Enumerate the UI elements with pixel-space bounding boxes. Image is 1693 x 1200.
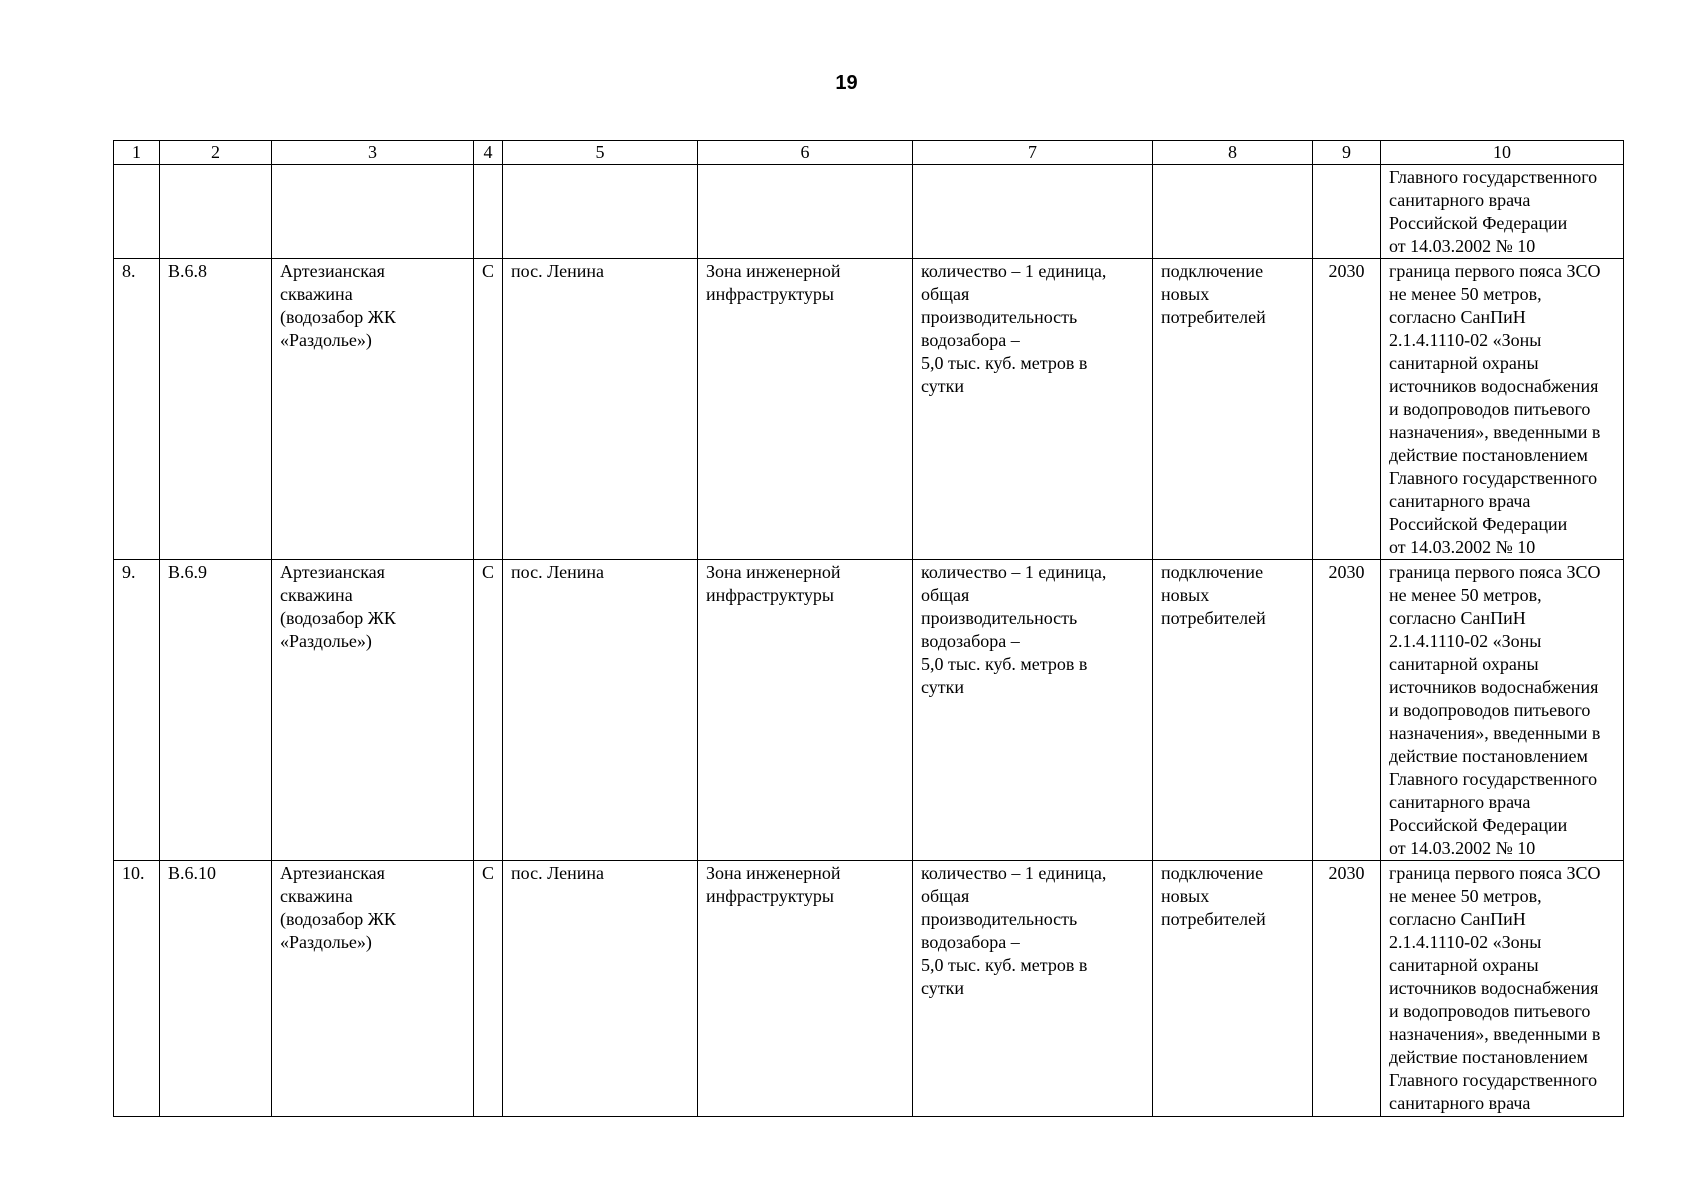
text-line: санитарного врача <box>1389 190 1531 210</box>
text-line: количество – 1 единица, <box>921 261 1107 281</box>
text-line: Российской Федерации <box>1389 815 1568 835</box>
text-line: инфраструктуры <box>706 585 834 605</box>
text-line: 5,0 тыс. куб. метров в <box>921 654 1088 674</box>
text-line: водозабора – <box>921 631 1020 651</box>
header-cell: 2 <box>160 141 272 165</box>
text-line: санитарного врача <box>1389 491 1531 511</box>
empty-cell <box>272 165 474 259</box>
empty-cell <box>503 165 698 259</box>
text-line: производительность <box>921 608 1078 628</box>
empty-cell <box>913 165 1153 259</box>
empty-cell <box>474 165 503 259</box>
text-line: санитарной охраны <box>1389 353 1539 373</box>
text-line: 2.1.4.1110-02 «Зоны <box>1389 932 1542 952</box>
text-line: назначения», введенными в <box>1389 1024 1601 1044</box>
text-line: 2.1.4.1110-02 «Зоны <box>1389 631 1542 651</box>
text-line: подключение <box>1161 863 1264 883</box>
text-line: (водозабор ЖК <box>280 909 396 929</box>
text-line: не менее 50 метров, <box>1389 284 1542 304</box>
text-line: потребителей <box>1161 608 1266 628</box>
text-line: количество – 1 единица, <box>921 863 1107 883</box>
text-line: Зона инженерной <box>706 863 841 883</box>
text-line: новых <box>1161 284 1210 304</box>
restrictions-cell <box>1381 861 1624 1117</box>
text-line: производительность <box>921 307 1078 327</box>
text-line: Зона инженерной <box>706 261 841 281</box>
object-code-cell: В.6.9 <box>160 560 272 861</box>
zone-cell <box>698 560 913 861</box>
purpose-cell <box>1153 560 1313 861</box>
text-line: Главного государственного <box>1389 468 1598 488</box>
text-line: производительность <box>921 909 1078 929</box>
text-line: потребителей <box>1161 909 1266 929</box>
empty-cell <box>114 165 160 259</box>
text-line: подключение <box>1161 261 1264 281</box>
text-line: источников водоснабжения <box>1389 978 1599 998</box>
text-line: общая <box>921 886 970 906</box>
text-line: Артезианская <box>280 863 385 883</box>
text-line: сутки <box>921 978 964 998</box>
text-line: от 14.03.2002 № 10 <box>1389 537 1536 557</box>
zone-cell <box>698 861 913 1117</box>
text-line: общая <box>921 585 970 605</box>
text-line: действие постановлением <box>1389 746 1588 766</box>
text-line: водозабора – <box>921 932 1020 952</box>
text-line: не менее 50 метров, <box>1389 585 1542 605</box>
location-cell: пос. Ленина <box>503 861 698 1117</box>
empty-cell <box>698 165 913 259</box>
restrictions-cell <box>1381 259 1624 560</box>
text-line: Артезианская <box>280 261 385 281</box>
text-line: «Раздолье») <box>280 330 372 350</box>
text-line: водозабора – <box>921 330 1020 350</box>
text-line: от 14.03.2002 № 10 <box>1389 236 1536 256</box>
text-line: 5,0 тыс. куб. метров в <box>921 353 1088 373</box>
text-line: скважина <box>280 284 353 304</box>
header-cell: 4 <box>474 141 503 165</box>
continuation-row <box>114 165 1624 259</box>
header-cell: 9 <box>1313 141 1381 165</box>
text-line: Главного государственного <box>1389 167 1598 187</box>
year-cell: 2030 <box>1313 560 1381 861</box>
text-line: «Раздолье») <box>280 932 372 952</box>
text-line: согласно СанПиН <box>1389 307 1526 327</box>
text-line: (водозабор ЖК <box>280 608 396 628</box>
text-line: новых <box>1161 585 1210 605</box>
restrictions-cell <box>1381 560 1624 861</box>
text-line: действие постановлением <box>1389 445 1588 465</box>
header-cell: 6 <box>698 141 913 165</box>
objects-table <box>113 140 1624 1117</box>
table-row <box>114 560 1624 861</box>
text-line: количество – 1 единица, <box>921 562 1107 582</box>
status-cell: С <box>474 861 503 1117</box>
text-line: согласно СанПиН <box>1389 909 1526 929</box>
characteristics-cell <box>913 259 1153 560</box>
text-line: назначения», введенными в <box>1389 723 1601 743</box>
text-line: санитарного врача <box>1389 1093 1531 1113</box>
text-line: граница первого пояса ЗСО <box>1389 261 1601 281</box>
text-line: Российской Федерации <box>1389 213 1568 233</box>
location-cell: пос. Ленина <box>503 259 698 560</box>
text-line: сутки <box>921 677 964 697</box>
text-line: Главного государственного <box>1389 769 1598 789</box>
table-row <box>114 259 1624 560</box>
header-cell: 3 <box>272 141 474 165</box>
text-line: источников водоснабжения <box>1389 376 1599 396</box>
zone-cell <box>698 259 913 560</box>
text-line: и водопроводов питьевого <box>1389 700 1591 720</box>
text-line: санитарной охраны <box>1389 654 1539 674</box>
empty-cell <box>1313 165 1381 259</box>
characteristics-cell <box>913 560 1153 861</box>
header-cell: 5 <box>503 141 698 165</box>
restrictions-cell <box>1381 165 1624 259</box>
status-cell: С <box>474 259 503 560</box>
text-line: санитарной охраны <box>1389 955 1539 975</box>
text-line: граница первого пояса ЗСО <box>1389 863 1601 883</box>
object-name-cell <box>272 861 474 1117</box>
location-cell: пос. Ленина <box>503 560 698 861</box>
text-line: новых <box>1161 886 1210 906</box>
header-cell: 7 <box>913 141 1153 165</box>
purpose-cell <box>1153 259 1313 560</box>
object-code-cell: В.6.10 <box>160 861 272 1117</box>
status-cell: С <box>474 560 503 861</box>
header-cell: 10 <box>1381 141 1624 165</box>
text-line: потребителей <box>1161 307 1266 327</box>
table-row <box>114 861 1624 1117</box>
object-name-cell <box>272 560 474 861</box>
text-line: назначения», введенными в <box>1389 422 1601 442</box>
text-line: 2.1.4.1110-02 «Зоны <box>1389 330 1542 350</box>
text-line: сутки <box>921 376 964 396</box>
text-line: источников водоснабжения <box>1389 677 1599 697</box>
text-line: общая <box>921 284 970 304</box>
text-line: скважина <box>280 585 353 605</box>
year-cell: 2030 <box>1313 861 1381 1117</box>
text-line: от 14.03.2002 № 10 <box>1389 838 1536 858</box>
text-line: Зона инженерной <box>706 562 841 582</box>
empty-cell <box>1153 165 1313 259</box>
text-line: действие постановлением <box>1389 1047 1588 1067</box>
text-line: скважина <box>280 886 353 906</box>
text-line: Российской Федерации <box>1389 514 1568 534</box>
text-line: Артезианская <box>280 562 385 582</box>
text-line: подключение <box>1161 562 1264 582</box>
text-line: инфраструктуры <box>706 886 834 906</box>
text-line: граница первого пояса ЗСО <box>1389 562 1601 582</box>
purpose-cell <box>1153 861 1313 1117</box>
header-cell: 8 <box>1153 141 1313 165</box>
page-number: 19 <box>835 72 858 94</box>
object-name-cell <box>272 259 474 560</box>
text-line: не менее 50 метров, <box>1389 886 1542 906</box>
text-line: 5,0 тыс. куб. метров в <box>921 955 1088 975</box>
text-line: и водопроводов питьевого <box>1389 1001 1591 1021</box>
characteristics-cell <box>913 861 1153 1117</box>
header-row <box>114 141 1624 165</box>
text-line: (водозабор ЖК <box>280 307 396 327</box>
year-cell: 2030 <box>1313 259 1381 560</box>
row-number-cell: 8. <box>114 259 160 560</box>
row-number-cell: 9. <box>114 560 160 861</box>
header-cell: 1 <box>114 141 160 165</box>
empty-cell <box>160 165 272 259</box>
text-line: и водопроводов питьевого <box>1389 399 1591 419</box>
object-code-cell: В.6.8 <box>160 259 272 560</box>
text-line: согласно СанПиН <box>1389 608 1526 628</box>
text-line: санитарного врача <box>1389 792 1531 812</box>
text-line: инфраструктуры <box>706 284 834 304</box>
text-line: Главного государственного <box>1389 1070 1598 1090</box>
text-line: «Раздолье») <box>280 631 372 651</box>
row-number-cell: 10. <box>114 861 160 1117</box>
